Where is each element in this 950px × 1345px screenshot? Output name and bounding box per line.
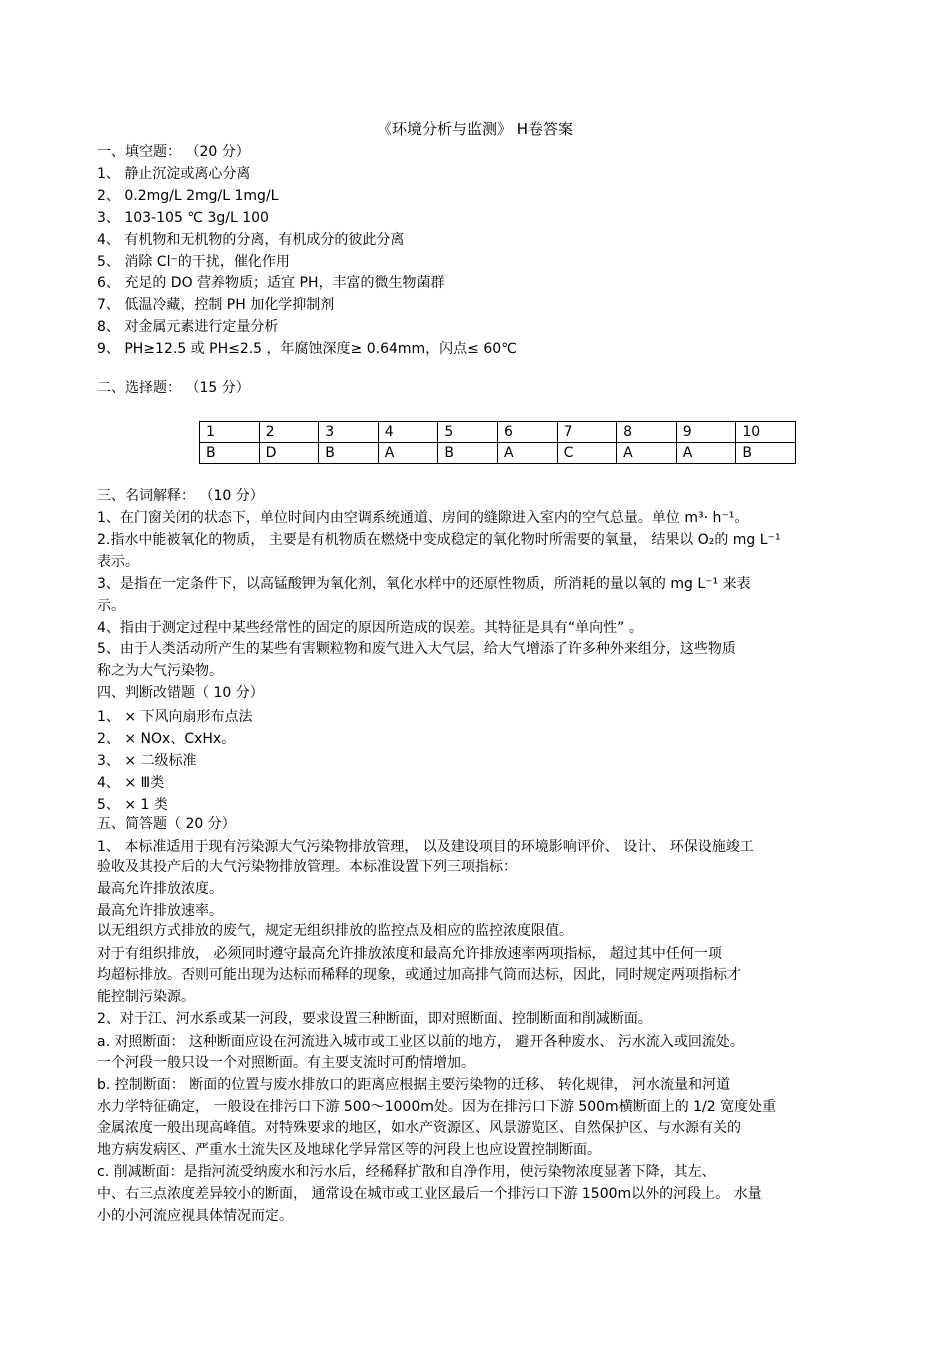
table-cell: 6 bbox=[497, 422, 557, 443]
fill-blank-answer: 2、 0.2mg/L 2mg/L 1mg/L bbox=[97, 188, 279, 204]
short-answer-line: 验收及其投产后的大气污染物排放管理。本标准设置下列三项指标： bbox=[97, 859, 517, 875]
section-5-heading: 五、简答题（ 20 分） bbox=[97, 816, 236, 832]
short-answer-line: c. 削减断面：是指河流受纳废水和污水后，经稀释扩散和自净作用，使污染物浓度显著下降，其左、 bbox=[97, 1164, 716, 1180]
short-answer-line: 水力学特征确定， 一般设在排污口下游 500～1000m处。因为在排污口下游 500m横断面上的 1/2 宽度处重 bbox=[97, 1099, 777, 1115]
document-title: 《环境分析与监测》 H卷答案 bbox=[376, 120, 574, 138]
table-cell: 2 bbox=[259, 422, 319, 443]
table-cell: A bbox=[676, 443, 736, 464]
table-cell: 7 bbox=[557, 422, 617, 443]
definition-line: 5、由于人类活动所产生的某些有害颗粒物和废气进入大气层，给大气增添了许多种外来组分，这些物质 bbox=[97, 641, 736, 657]
short-answer-line: b. 控制断面： 断面的位置与废水排放口的距离应根据主要污染物的迁移、 转化规律， 河水流量和河道 bbox=[97, 1077, 731, 1093]
answer-row bbox=[200, 443, 796, 464]
short-answer-line: 均超标排放。否则可能出现为达标而稀释的现象，或通过加高排气筒而达标，因此，同时规定两项指标才 bbox=[97, 967, 741, 983]
section-1-heading: 一、填空题： （20 分） bbox=[97, 144, 250, 160]
short-answer-line: 2、对于江、河水系或某一河段，要求设置三种断面，即对照断面、控制断面和削减断面。 bbox=[97, 1011, 652, 1027]
short-answer-line: 小的小河流应视具体情况而定。 bbox=[97, 1208, 293, 1224]
table-cell: 3 bbox=[319, 422, 379, 443]
fill-blank-answer: 3、 103-105 ℃ 3g/L 100 bbox=[97, 210, 269, 226]
short-answer-line: 最高允许排放浓度。 bbox=[97, 881, 223, 897]
judgement-answer: 5、 × 1 类 bbox=[97, 797, 168, 813]
table-cell: B bbox=[200, 443, 260, 464]
short-answer-line: 能控制污染源。 bbox=[97, 989, 195, 1005]
question-number-row bbox=[200, 422, 796, 443]
short-answer-line: 地方病发病区、严重水土流失区及地球化学异常区等的河段上也应设置控制断面。 bbox=[97, 1142, 601, 1158]
table-cell: B bbox=[736, 443, 796, 464]
definition-line: 2.指水中能被氧化的物质， 主要是有机物质在燃烧中变成稳定的氧化物时所需要的氧量， 结果以 O₂的 mg L⁻¹ bbox=[97, 532, 781, 548]
table-cell: D bbox=[259, 443, 319, 464]
table-cell: B bbox=[319, 443, 379, 464]
short-answer-line: 以无组织方式排放的废气，规定无组织排放的监控点及相应的监控浓度限值。 bbox=[97, 923, 573, 939]
fill-blank-answer: 4、 有机物和无机物的分离，有机成分的彼此分离 bbox=[97, 232, 405, 248]
fill-blank-answer: 6、 充足的 DO 营养物质；适宜 PH，丰富的微生物菌群 bbox=[97, 275, 445, 291]
table-cell: 5 bbox=[438, 422, 498, 443]
short-answer-line: 最高允许排放速率。 bbox=[97, 903, 223, 919]
choice-answer-table bbox=[199, 421, 796, 464]
short-answer-line: 对于有组织排放， 必须同时遵守最高允许排放浓度和最高允许排放速率两项指标， 超过其中任何一项 bbox=[97, 946, 722, 962]
fill-blank-answer: 9、 PH≥12.5 或 PH≤2.5 ，年腐蚀深度≥ 0.64mm，闪点≤ 60℃ bbox=[97, 341, 517, 357]
judgement-answer: 1、 × 下风向扇形布点法 bbox=[97, 709, 253, 725]
table-cell: 9 bbox=[676, 422, 736, 443]
table-cell: 10 bbox=[736, 422, 796, 443]
table-cell: C bbox=[557, 443, 617, 464]
table-cell: 8 bbox=[617, 422, 677, 443]
short-answer-line: a. 对照断面： 这种断面应设在河流进入城市或工业区以前的地方， 避开各种废水、 污水流入或回流处。 bbox=[97, 1034, 744, 1050]
table-cell: B bbox=[438, 443, 498, 464]
section-4-heading: 四、判断改错题（ 10 分） bbox=[97, 685, 264, 701]
short-answer-line: 一个河段一般只设一个对照断面。有主要支流时可酌情增加。 bbox=[97, 1055, 475, 1071]
judgement-answer: 3、 × 二级标准 bbox=[97, 753, 197, 769]
section-3-heading: 三、名词解释： （10 分） bbox=[97, 488, 264, 504]
table-cell: 1 bbox=[200, 422, 260, 443]
table-cell: 4 bbox=[378, 422, 438, 443]
definition-line: 1、在门窗关闭的状态下，单位时间内由空调系统通道、房间的缝隙进入室内的空气总量。单位 m³· h⁻¹。 bbox=[97, 510, 749, 526]
short-answer-line: 1、 本标准适用于现有污染源大气污染物排放管理， 以及建设项目的环境影响评价、 设计、 环保设施竣工 bbox=[97, 839, 754, 855]
judgement-answer: 2、 × NOx、CxHx。 bbox=[97, 731, 236, 747]
table-cell: A bbox=[378, 443, 438, 464]
definition-line: 表示。 bbox=[97, 554, 139, 570]
table-cell: A bbox=[617, 443, 677, 464]
definition-line: 3、是指在一定条件下，以高锰酸钾为氧化剂，氧化水样中的还原性物质，所消耗的量以氧的 mg L⁻¹ 来表 bbox=[97, 576, 751, 592]
judgement-answer: 4、 × Ⅲ类 bbox=[97, 775, 165, 791]
fill-blank-answer: 7、 低温冷藏，控制 PH 加化学抑制剂 bbox=[97, 297, 335, 313]
fill-blank-answer: 5、 消除 Cl⁻的干扰，催化作用 bbox=[97, 254, 290, 270]
fill-blank-answer: 8、 对金属元素进行定量分析 bbox=[97, 319, 279, 335]
short-answer-line: 中、右三点浓度差异较小的断面， 通常设在城市或工业区最后一个排污口下游 1500m以外的河段上。 水量 bbox=[97, 1186, 762, 1202]
table-cell: A bbox=[497, 443, 557, 464]
definition-line: 称之为大气污染物。 bbox=[97, 663, 223, 679]
short-answer-line: 金属浓度一般出现高峰值。对特殊要求的地区，如水产资源区、风景游览区、自然保护区、与水源有关的 bbox=[97, 1120, 741, 1136]
fill-blank-answer: 1、 静止沉淀或离心分离 bbox=[97, 166, 251, 182]
definition-line: 示。 bbox=[97, 598, 125, 614]
definition-line: 4、指由于测定过程中某些经常性的固定的原因所造成的误差。其特征是具有“单向性” 。 bbox=[97, 620, 643, 636]
section-2-heading: 二、选择题： （15 分） bbox=[97, 380, 250, 396]
